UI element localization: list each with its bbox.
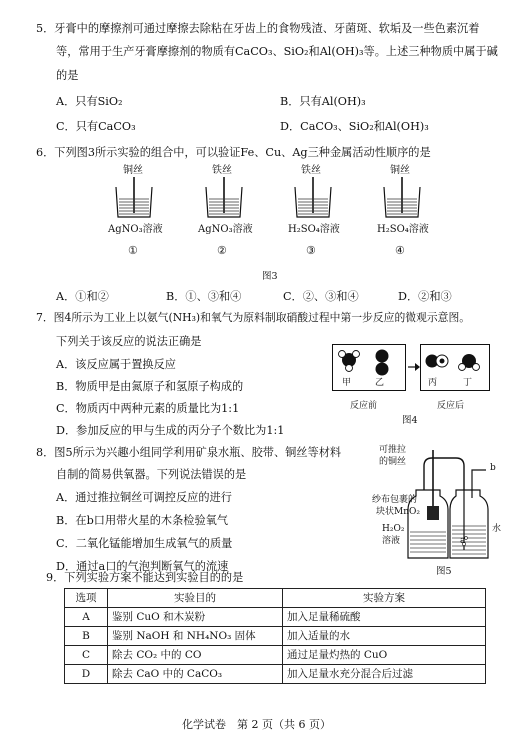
q7-option-a: A．该反应属于置换反应 xyxy=(56,358,176,371)
q6-option-b: B．①、③和④ xyxy=(166,290,242,303)
beaker1-drawing xyxy=(112,177,156,221)
q8-option-a: A．通过推拉铜丝可调控反应的进行 xyxy=(56,491,232,504)
q5-line2: 等，常用于生产牙膏摩擦剂的物质有CaCO₃、SiO₂和Al(OH)₃等。上述三种物质中属于碱 xyxy=(56,45,498,58)
row-d-plan: 加入足量水充分混合后过滤 xyxy=(283,665,486,684)
q8-line1: 8．图5所示为兴趣小组同学利用矿泉水瓶、胶带、铜丝等材料 xyxy=(36,446,342,459)
fig5-mno2-label-2: 块状MnO₂ xyxy=(376,507,420,517)
page-footer: 化学试卷 第 2 页（共 6 页） xyxy=(182,718,331,731)
beaker3-solution: H₂SO₄溶液 xyxy=(288,224,340,235)
q7-line2: 下列关于该反应的说法正确是 xyxy=(56,335,202,348)
fig5-h2o2-label-1: H₂O₂ xyxy=(382,524,405,534)
row-a-purpose: 鉴别 CuO 和木炭粉 xyxy=(108,608,283,627)
row-b-option: B xyxy=(65,627,108,646)
fig5-wire-label-2: 的铜丝 xyxy=(379,457,407,467)
beaker1-solution: AgNO₃溶液 xyxy=(108,224,163,235)
beaker1-number: ① xyxy=(128,244,139,257)
fig5-mno2-label-1: 纱布包裹的 xyxy=(372,495,418,505)
q7-option-b: B．物质甲是由氮原子和氢原子构成的 xyxy=(56,380,244,393)
q7-line1: 7．图4所示为工业上以氨气(NH₃)和氧气为原料制取硝酸过程中第一步反应的微观示意图。 xyxy=(36,311,471,324)
row-b-purpose: 鉴别 NaOH 和 NH₄NO₃ 固体 xyxy=(108,627,283,646)
q5-option-a: A．只有SiO₂ xyxy=(56,95,123,108)
beaker2-number: ② xyxy=(217,244,228,257)
q5-line1: 5．牙膏中的摩擦剂可通过摩擦去除粘在牙齿上的食物残渣、牙菌斑、软垢及一些色素沉着 xyxy=(36,22,480,35)
fig4-label-yi: 乙 xyxy=(375,378,385,388)
q8-line2: 自制的简易供氧器。下列说法错误的是 xyxy=(56,468,247,481)
beaker3-number: ③ xyxy=(306,244,317,257)
q8-option-d: D．通过a口的气泡判断氧气的流速 xyxy=(56,560,229,573)
fig5-h2o2-label-2: 溶液 xyxy=(382,536,401,546)
beaker2-wire-label: 铁丝 xyxy=(212,165,232,176)
row-d-option: D xyxy=(65,665,108,684)
q6-stem: 6．下列图3所示实验的组合中，可以验证Fe、Cu、Ag三种金属活动性顺序的是 xyxy=(36,146,431,159)
q7-option-c: C．物质丙中两种元素的质量比为1:1 xyxy=(56,402,240,415)
beaker1-wire-label: 铜丝 xyxy=(123,165,143,176)
q8-option-c: C．二氧化锰能增加生成氧气的质量 xyxy=(56,537,233,550)
table-row xyxy=(65,646,486,665)
beaker4-solution: H₂SO₄溶液 xyxy=(377,224,429,235)
beaker3-wire-label: 铁丝 xyxy=(301,165,321,176)
figure-4-caption: 图4 xyxy=(402,415,418,426)
fig4-label-bing: 丙 xyxy=(428,378,438,388)
row-c-plan: 通过足量灼热的 CuO xyxy=(283,646,486,665)
q5-option-b: B．只有Al(OH)₃ xyxy=(280,95,366,108)
beaker4-number: ④ xyxy=(395,244,406,257)
fig4-before-label: 反应前 xyxy=(350,401,378,411)
figure-3-caption: 图3 xyxy=(262,271,278,282)
q6-option-c: C．②、③和④ xyxy=(283,290,359,303)
fig5-outlet-a: a xyxy=(460,536,466,546)
fig4-label-ding: 丁 xyxy=(463,378,473,388)
q9-table xyxy=(64,588,486,684)
beaker4-wire-label: 铜丝 xyxy=(390,165,410,176)
beaker4-drawing xyxy=(380,177,424,221)
beaker3-drawing xyxy=(291,177,335,221)
table-header-row xyxy=(65,589,486,608)
fig5-wire-label-1: 可推拉 xyxy=(379,445,407,455)
table-row xyxy=(65,627,486,646)
fig5-water-label: 水 xyxy=(492,524,502,534)
header-purpose: 实验目的 xyxy=(108,589,283,608)
q5-option-c: C．只有CaCO₃ xyxy=(56,120,136,133)
row-c-purpose: 除去 CO₂ 中的 CO xyxy=(108,646,283,665)
row-d-purpose: 除去 CaO 中的 CaCO₃ xyxy=(108,665,283,684)
figure-5-caption: 图5 xyxy=(436,566,452,577)
row-c-option: C xyxy=(65,646,108,665)
q8-option-b: B．在b口用带火星的木条检验氧气 xyxy=(56,514,229,527)
table-row xyxy=(65,665,486,684)
q5-line3: 的是 xyxy=(56,69,79,82)
beaker2-solution: AgNO₃溶液 xyxy=(198,224,253,235)
q5-option-d: D．CaCO₃、SiO₂和Al(OH)₃ xyxy=(280,120,429,133)
q7-option-d: D．参加反应的甲与生成的丙分子个数比为1:1 xyxy=(56,424,285,437)
row-a-option: A xyxy=(65,608,108,627)
beaker2-drawing xyxy=(202,177,246,221)
fig5-outlet-b: b xyxy=(490,463,496,473)
fig4-after-label: 反应后 xyxy=(437,401,465,411)
header-option: 选项 xyxy=(65,589,108,608)
header-plan: 实验方案 xyxy=(283,589,486,608)
q6-option-d: D．②和③ xyxy=(398,290,452,303)
row-b-plan: 加入适量的水 xyxy=(283,627,486,646)
row-a-plan: 加入足量稀硫酸 xyxy=(283,608,486,627)
fig4-label-jia: 甲 xyxy=(342,378,352,388)
table-row xyxy=(65,608,486,627)
q6-option-a: A．①和② xyxy=(56,290,109,303)
q9-stem: 9．下列实验方案不能达到实验目的的是 xyxy=(46,571,244,584)
